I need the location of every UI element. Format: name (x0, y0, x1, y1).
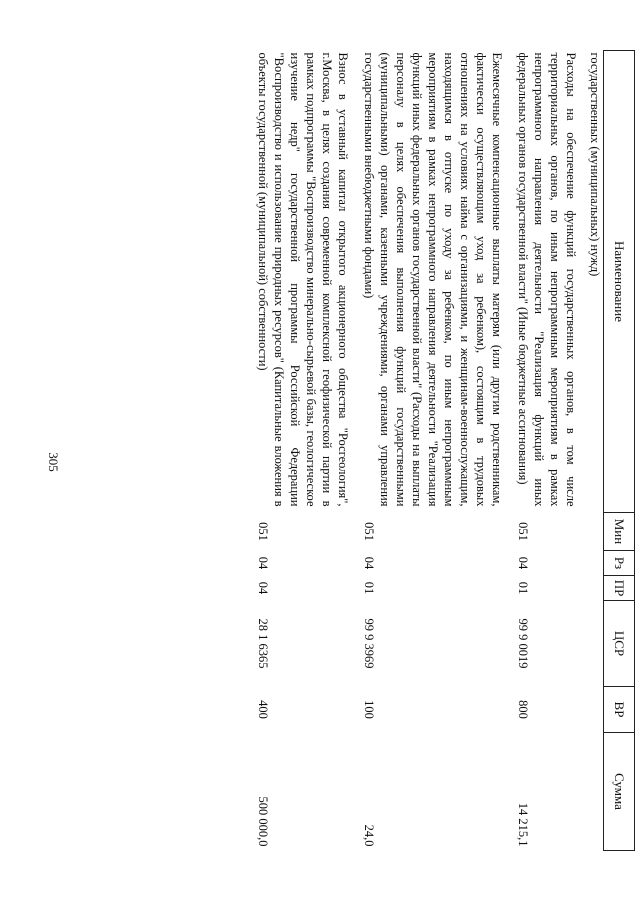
row-sum: 500 000,0 (256, 796, 270, 847)
table-row (357, 51, 511, 851)
row-vr: 100 (362, 700, 376, 719)
row-name: Взнос в уставный капитал открытого акционерного общества "Росгеология", г.Москва, в целях создания современной комплексной геофизической партии в рамках подпрограммы "Воспроизводство минерально-сырьевой базы, геологическое изучение недр" государственной программы Российской Федерации "Воспроизводство и использование природных ресурсов" (Капитальные вложения в объекты государственной (муниципальной) собственности) (256, 52, 350, 507)
header-vr: ВР (604, 687, 635, 733)
row-vr: 800 (516, 700, 530, 719)
header-rz: Рз (604, 551, 635, 576)
header-min: Мин (604, 513, 635, 551)
rotated-page-content (105, 50, 635, 850)
row-rz: 04 (256, 556, 270, 570)
row-min: 051 (516, 522, 530, 541)
page-number: 305 (46, 452, 61, 472)
row-sum: 24,0 (362, 824, 376, 847)
row-sum: 14 215,1 (516, 802, 530, 847)
budget-table (251, 50, 635, 851)
row-name: Расходы на обеспечение функций государственных органов, в том числе территориальных органов, по иным непрограммным мероприятиям в рамках непрограммного направления деятельности "Реализация функций иных федеральных органов государственной власти" (Иные бюджетные ассигнования) (516, 52, 578, 507)
row-csr: 99 9 3969 (362, 618, 376, 669)
header-sum: Сумма (604, 733, 635, 851)
row-min: 051 (362, 522, 376, 541)
table-row (511, 51, 585, 851)
row-min: 051 (256, 522, 270, 541)
row-vr: 400 (256, 700, 270, 719)
carryover-text: государственных (муниципальных) нужд) (588, 52, 602, 277)
row-csr: 99 9 0019 (516, 618, 530, 669)
row-pr: 04 (256, 581, 270, 595)
header-pr: ПР (604, 576, 635, 601)
table-row-carryover (585, 51, 604, 851)
table-header (604, 51, 635, 851)
row-name: Ежемесячные компенсационные выплаты матерям (или другим родственникам, фактически осуществляющим уход за ребенком), состоящим в трудовых отношениях на условиях найма с организациями, и женщинам-военнослужащим, находящимся в отпуске по уходу за ребенком, по иным непрограммным мероприятиям в рамках непрограммного направления деятельности "Реализация функций иных федеральных органов государственной власти" (Расходы на выплаты персоналу в целях обеспечения выполнения функций государственными (муниципальными) органами, казенными учреждениями, органами управления государственными внебюджетными фондами) (362, 52, 504, 507)
row-csr: 28 1 6365 (256, 618, 270, 669)
table-row (251, 51, 357, 851)
header-csr: ЦСР (604, 601, 635, 687)
row-rz: 04 (362, 556, 376, 570)
row-rz: 04 (516, 556, 530, 570)
row-pr: 01 (516, 581, 530, 595)
row-pr: 01 (362, 581, 376, 595)
header-name: Наименование (604, 51, 635, 513)
